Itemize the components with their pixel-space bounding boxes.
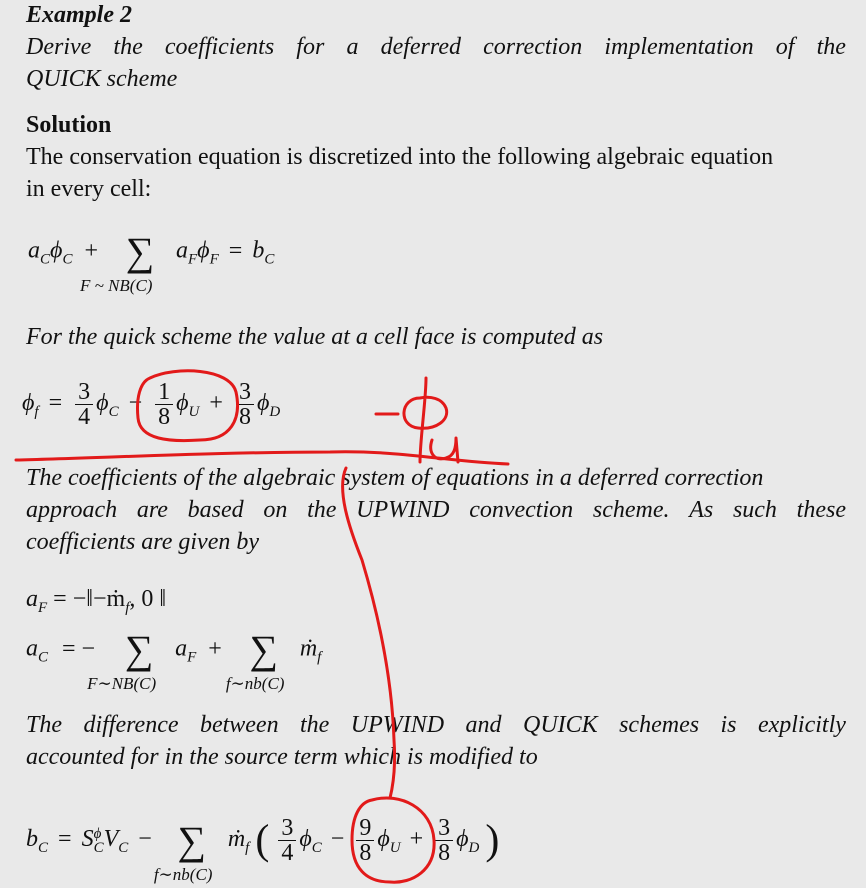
- coeff-line2-words-word: As: [689, 497, 714, 523]
- equation-discretized: $a_C\phi_C$ + ∑ F ~ NB(C) $a_F\phi_F = b_C$: [28, 229, 275, 295]
- sum-subscript: f∼nb(C): [225, 674, 285, 693]
- equation-aF: $a_F$ = −‖−ṁ$_f$, 0 ‖: [26, 586, 167, 616]
- solution-title: Solution: [26, 112, 112, 138]
- coeff-line2-words-word: UPWIND: [356, 497, 450, 523]
- diff-line1-words-word: UPWIND: [350, 712, 445, 738]
- coeff-line2-words-word: such: [732, 497, 777, 523]
- sum-symbol: ∑: [177, 817, 207, 863]
- task-line1-words-word: of: [775, 34, 795, 60]
- task-line1-words-word: for: [296, 34, 325, 60]
- sum-subscript: f∼nb(C): [153, 864, 213, 884]
- coeff-line2-words-word: the: [307, 497, 337, 523]
- coeff-line2-words-word: on: [263, 497, 288, 523]
- coeff-text-line-3: coefficients are given by: [26, 529, 260, 555]
- sum-subscript: F∼NB(C): [87, 674, 157, 693]
- diff-line1-words-word: The: [26, 712, 62, 738]
- handwritten-phi: [404, 378, 447, 462]
- diff-line1-words-word: is: [720, 712, 737, 738]
- task-line1-words-word: the: [816, 34, 846, 60]
- example-heading: Example 2: [26, 2, 132, 28]
- coeff-line2-words-word: these: [796, 497, 846, 523]
- task-line1-words-word: a: [346, 34, 359, 60]
- coeff-text-line-1: The coefficients of the algebraic system of equations in a deferred correction: [26, 465, 764, 491]
- coeff-line2-words-word: based: [187, 497, 244, 523]
- diff-line1-words-word: explicitly: [757, 712, 846, 738]
- underline-stroke: [16, 452, 508, 464]
- coeff-line2-words-word: are: [136, 497, 168, 523]
- task-line1-words-word: deferred: [380, 34, 461, 60]
- task-line1-words-word: correction: [483, 34, 583, 60]
- task-line1-words-word: the: [113, 34, 143, 60]
- diff-line1-words-word: difference: [83, 712, 179, 738]
- solution-text-line-1: The conservation equation is discretized into the following algebraic equation: [26, 144, 774, 170]
- coeff-line2-words-word: convection: [469, 497, 574, 523]
- task-line-2: QUICK scheme: [26, 66, 178, 92]
- solution-text-line-2: in every cell:: [26, 176, 152, 202]
- task-line-1: [26, 34, 846, 61]
- diff-text-line-1: [26, 712, 846, 739]
- sum-symbol: ∑: [125, 229, 155, 274]
- diff-line1-words-word: the: [300, 712, 330, 738]
- task-line1-words-word: Derive: [26, 34, 92, 60]
- diff-line1-words-word: and: [465, 712, 502, 738]
- diff-text-line-2: accounted for in the source term which is modified to: [26, 744, 538, 770]
- sum-symbol: ∑: [249, 627, 279, 672]
- diff-line1-words-word: QUICK: [522, 712, 598, 738]
- sum-symbol: ∑: [124, 627, 154, 672]
- handwritten-u: [431, 438, 458, 462]
- coeff-line2-words-word: scheme.: [592, 497, 670, 523]
- quick-intro: For the quick scheme the value at a cell face is computed as: [26, 324, 604, 350]
- coeff-text-line-2: [26, 497, 846, 524]
- sum-subscript: F ~ NB(C): [80, 276, 153, 295]
- diff-line1-words-word: schemes: [619, 712, 700, 738]
- equation-aC: $a_C$ = − ∑ F∼NB(C) $a_F$ + ∑ f∼nb(C) ṁ$_f$: [26, 627, 322, 693]
- equation-bC: $b_C = S$ ϕ C $V_C$ − ∑ f∼nb(C) ṁ$_f$ ( $\frac{3}{4}$ $\phi_C$ − $\frac{9}{8}$ $\phi_U$ + $\frac{3}{8}$ $\phi_D$ ): [26, 815, 500, 884]
- task-line1-words-word: implementation: [604, 34, 754, 60]
- coeff-line2-words-word: approach: [26, 497, 118, 523]
- task-line1-words-word: coefficients: [164, 34, 275, 60]
- diff-line1-words-word: between: [199, 712, 279, 738]
- equation-quick-face: $\phi_f$ = $\frac{3}{4}$ $\phi_C$ − $\frac{1}{8}$ $\phi_U$ + $\frac{3}{8}$ $\phi_D$: [22, 379, 281, 430]
